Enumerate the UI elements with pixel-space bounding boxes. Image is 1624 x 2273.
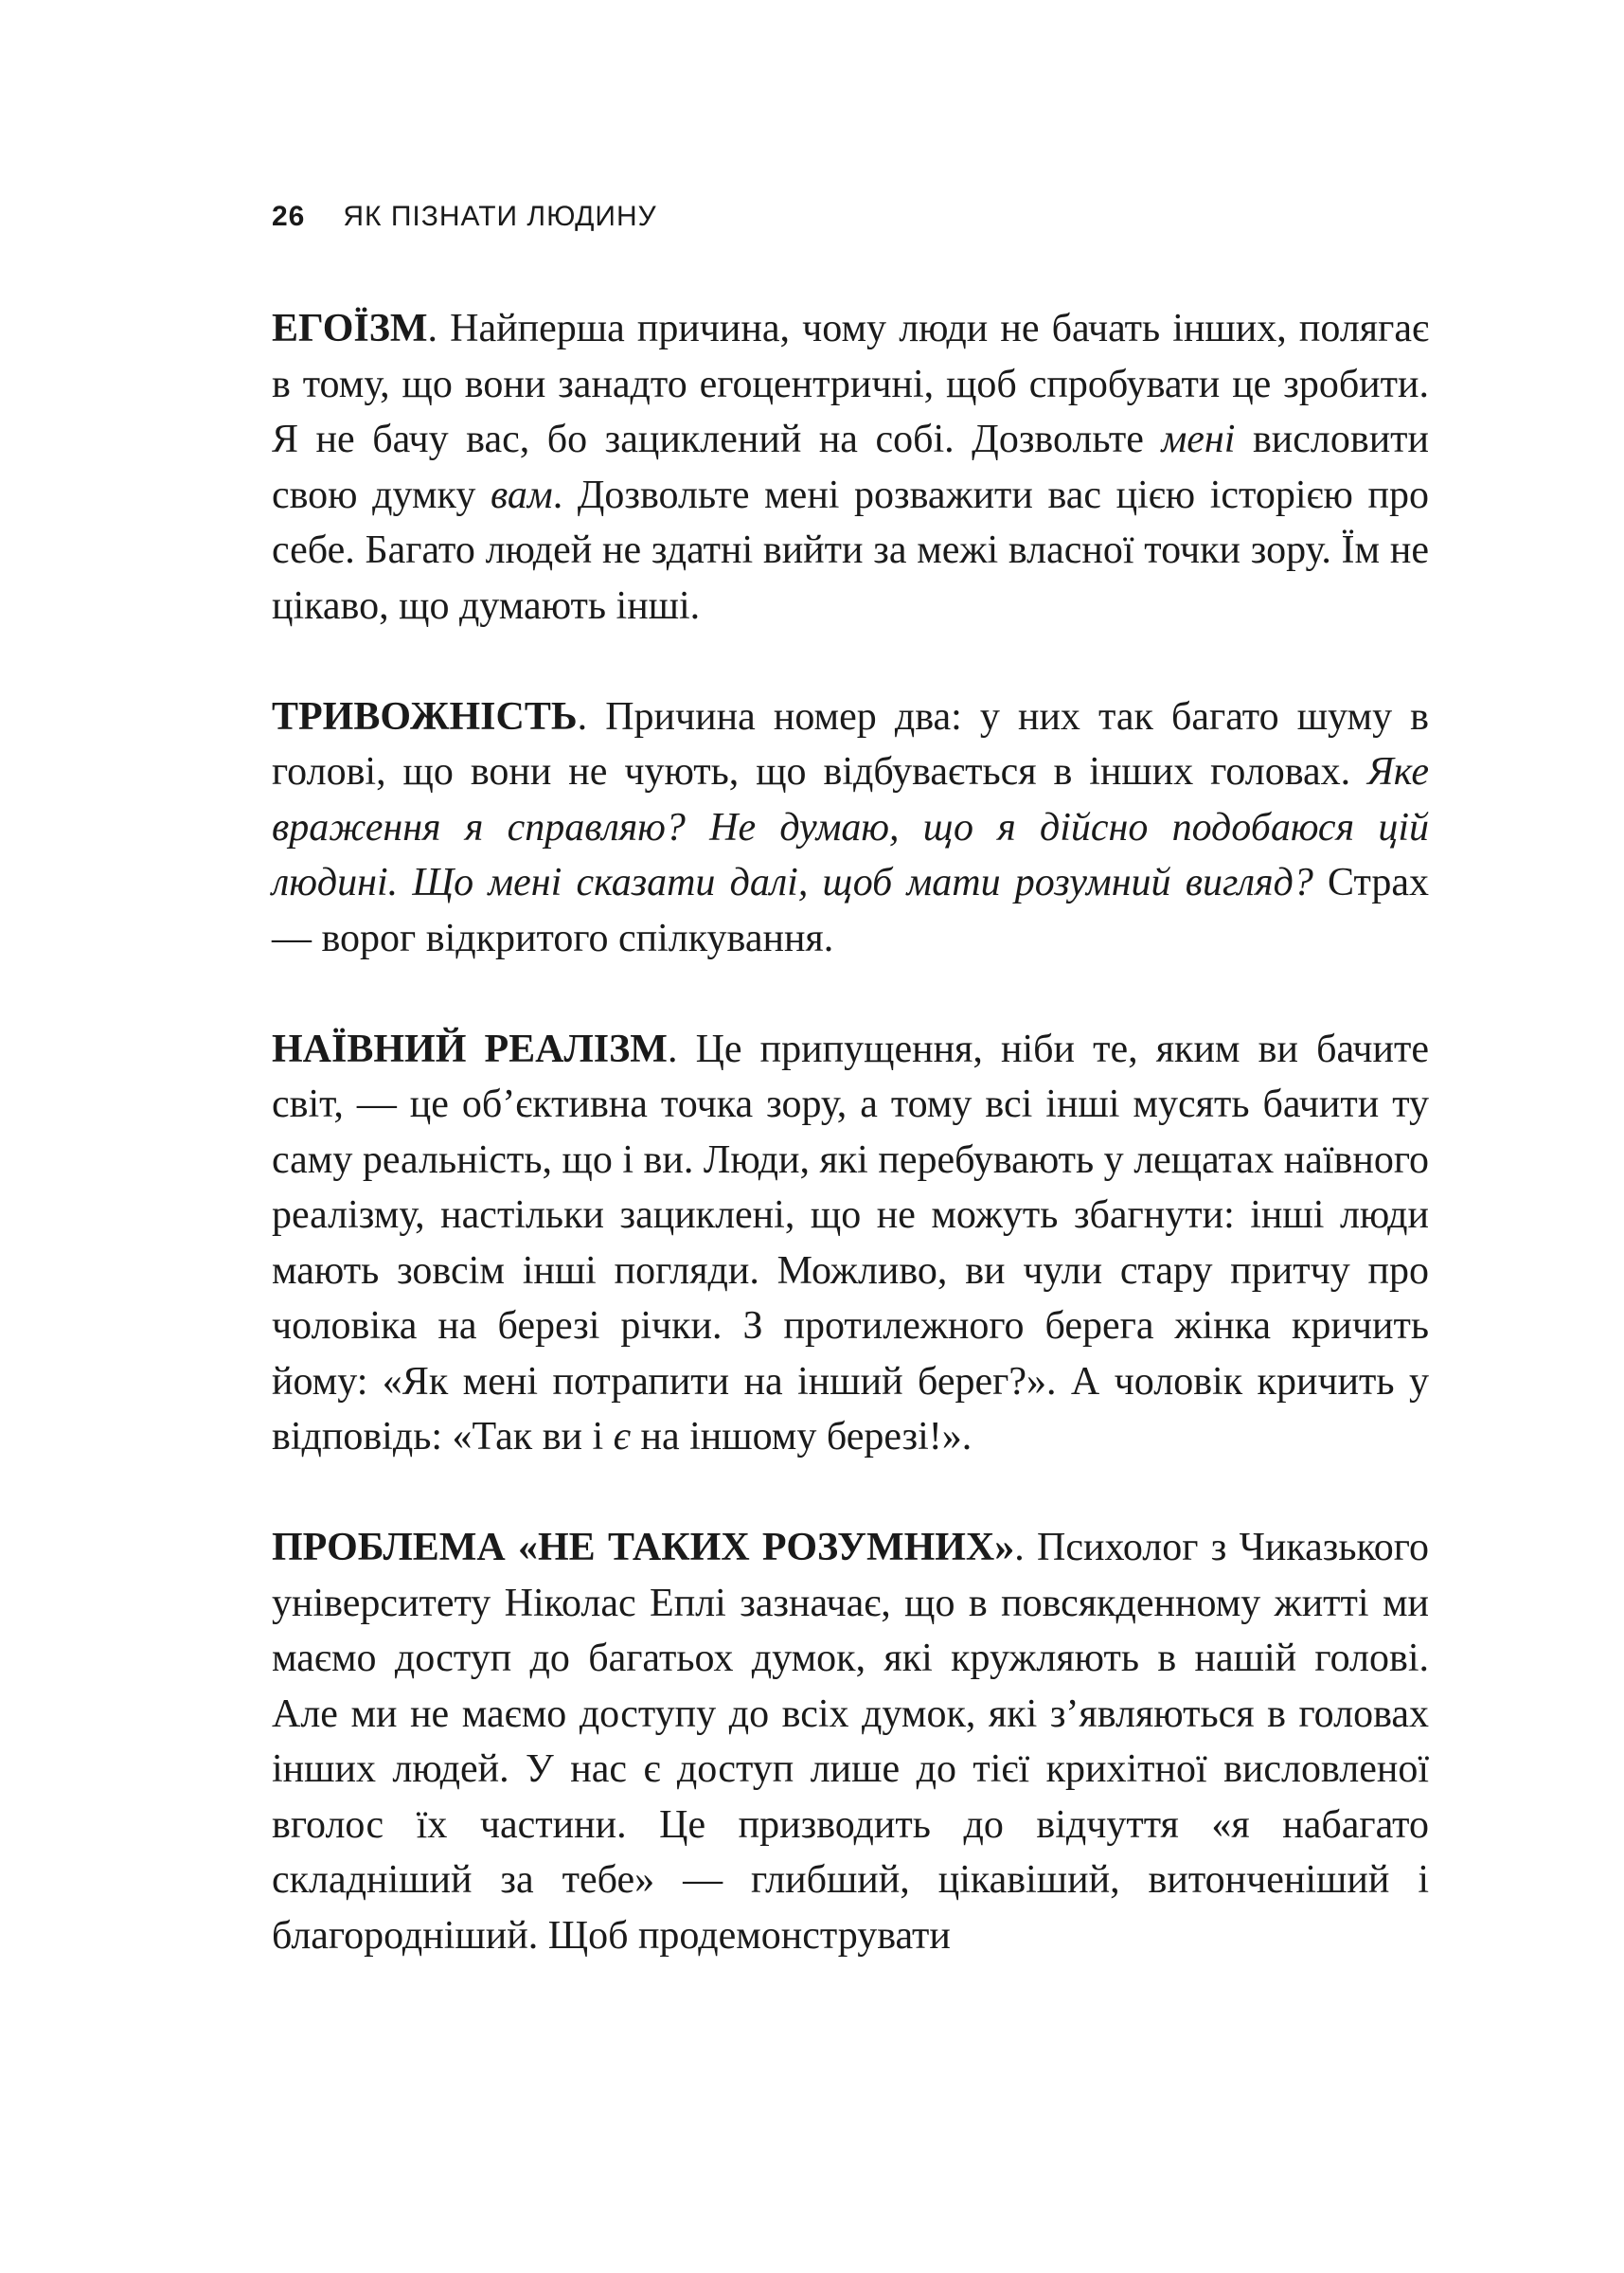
paragraph-lesser-minds	[272, 1520, 1429, 1963]
text-run: . Причина номер два: у них так багато шуму в голові, що вони не чують, що відбувається в інших головах.	[272, 694, 1429, 794]
page-number: 26	[272, 201, 306, 232]
paragraph-anxiety	[272, 689, 1429, 967]
italic-run: вам	[490, 473, 553, 517]
text-run: . Дозвольте мені розважити вас цією історією про себе. Багато людей не здатні вийти за межі власної точки зору. Їм не цікаво, що думають інші.	[272, 473, 1429, 628]
italic-run: мені	[1161, 418, 1236, 461]
term-heading: ЕГОЇЗМ	[272, 307, 428, 350]
term-heading: НАЇВНИЙ РЕАЛІЗМ	[272, 1027, 668, 1071]
text-run: . Найперша причина, чому люди не бачать інших, полягає в тому, що вони занадто егоцентричні, щоб спробувати це зробити. Я не бачу вас, бо зациклений на собі. Дозвольте	[272, 307, 1429, 461]
running-header	[272, 201, 657, 233]
running-title: ЯК ПІЗНАТИ ЛЮДИНУ	[343, 201, 657, 232]
text-run: Страх — ворог відкритого спілкування.	[272, 861, 1430, 960]
text-run: . Це припущення, ніби те, яким ви бачите світ, — це об’єктивна точка зору, а тому всі інші мусять бачити ту саму реальність, що і ви. Люди, які перебувають у лещатах наївного реалізму, настільки зациклені, що не можуть збагнути: інші люди мають зовсім інші погляди. Можливо, ви чули стару притчу про чоловіка на березі річки. З протилежного берега жінка кричить йому: «Як мені потрапити на інший берег?». А чоловік кричить у відповідь: «Так ви і	[272, 1027, 1429, 1459]
italic-run: є	[613, 1415, 631, 1459]
term-heading: ПРОБЛЕМА «НЕ ТАКИХ РОЗУМНИХ»	[272, 1526, 1015, 1569]
paragraph-egoism	[272, 301, 1429, 634]
body-text	[272, 301, 1429, 2019]
text-run: висловити свою думку	[272, 418, 1429, 517]
text-run: . Психолог з Чиказького університету Ніколас Еплі зазначає, що в повсякденному житті ми маємо доступ до багатьох думок, які кружляють в нашій голові. Але ми не маємо доступу до всіх думок, які з’являються в головах інших людей. У нас є доступ лише до тієї крихітної висловленої вголос їх частини. Це призводить до відчуття «я набагато складніший за тебе» — глибший, цікавіший, витонченіший і благородніший. Щоб продемонструвати	[272, 1526, 1429, 1958]
italic-run: Яке враження я справляю? Не думаю, що я дійсно подобаюся цій людині. Що мені сказати далі, щоб мати розумний вигляд?	[272, 750, 1429, 904]
paragraph-naive-realism	[272, 1022, 1429, 1465]
term-heading: ТРИВОЖНІСТЬ	[272, 694, 578, 739]
text-run: на іншому березі!».	[631, 1415, 973, 1459]
